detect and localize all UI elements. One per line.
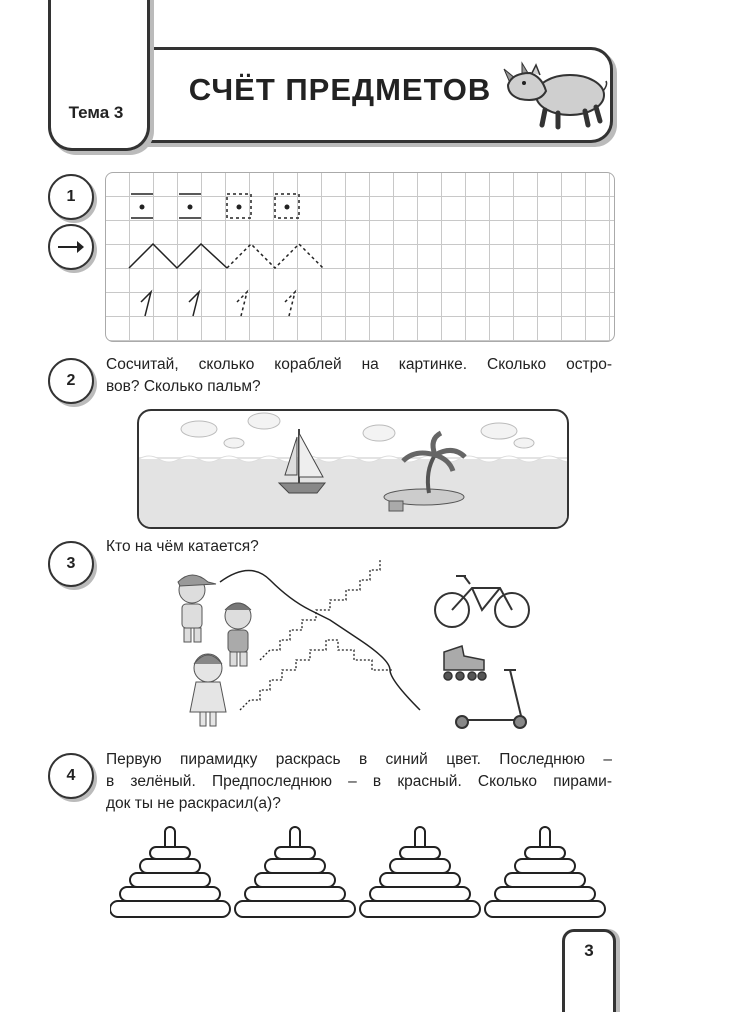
topic-tab — [48, 0, 150, 151]
bicycle-icon — [435, 576, 529, 627]
task-text-line: Первую пирамидку раскрась в синий цвет. Последнюю – — [106, 751, 612, 768]
pyramid-icon — [110, 827, 230, 917]
child-icon — [190, 654, 226, 726]
task-text-line: док ты не раскрасил(а)? — [106, 795, 281, 812]
task-number: 2 — [48, 358, 94, 404]
task-number: 1 — [48, 174, 94, 220]
tracing-patterns — [105, 172, 613, 340]
topic-label: Тема 3 — [68, 103, 124, 122]
task-number: 3 — [48, 541, 94, 587]
pyramid-icon — [485, 827, 605, 917]
page-number: 3 — [562, 929, 616, 1012]
pyramid-icon — [235, 827, 355, 917]
arrow-right-icon — [48, 224, 94, 270]
child-icon — [178, 575, 216, 642]
child-icon — [225, 603, 251, 666]
matching-illustration — [160, 560, 540, 735]
task-text-line: Кто на чём катается? — [106, 538, 259, 555]
task-text-line: Сосчитай, сколько кораблей на картинке. Сколько остро- — [106, 356, 612, 373]
pyramids-row — [110, 825, 610, 925]
page-title: СЧЁТ ПРЕДМЕТОВ — [188, 72, 492, 107]
pyramid-icon — [360, 827, 480, 917]
scooter-icon — [456, 670, 526, 728]
task-text-line: вов? Сколько пальм? — [106, 378, 261, 395]
task-text-line: в зелёный. Предпоследнюю – в красный. Сколько пирами- — [106, 773, 612, 790]
rhino-icon — [500, 55, 610, 130]
roller-skate-icon — [444, 646, 486, 680]
sea-illustration — [137, 409, 569, 529]
task-number: 4 — [48, 753, 94, 799]
